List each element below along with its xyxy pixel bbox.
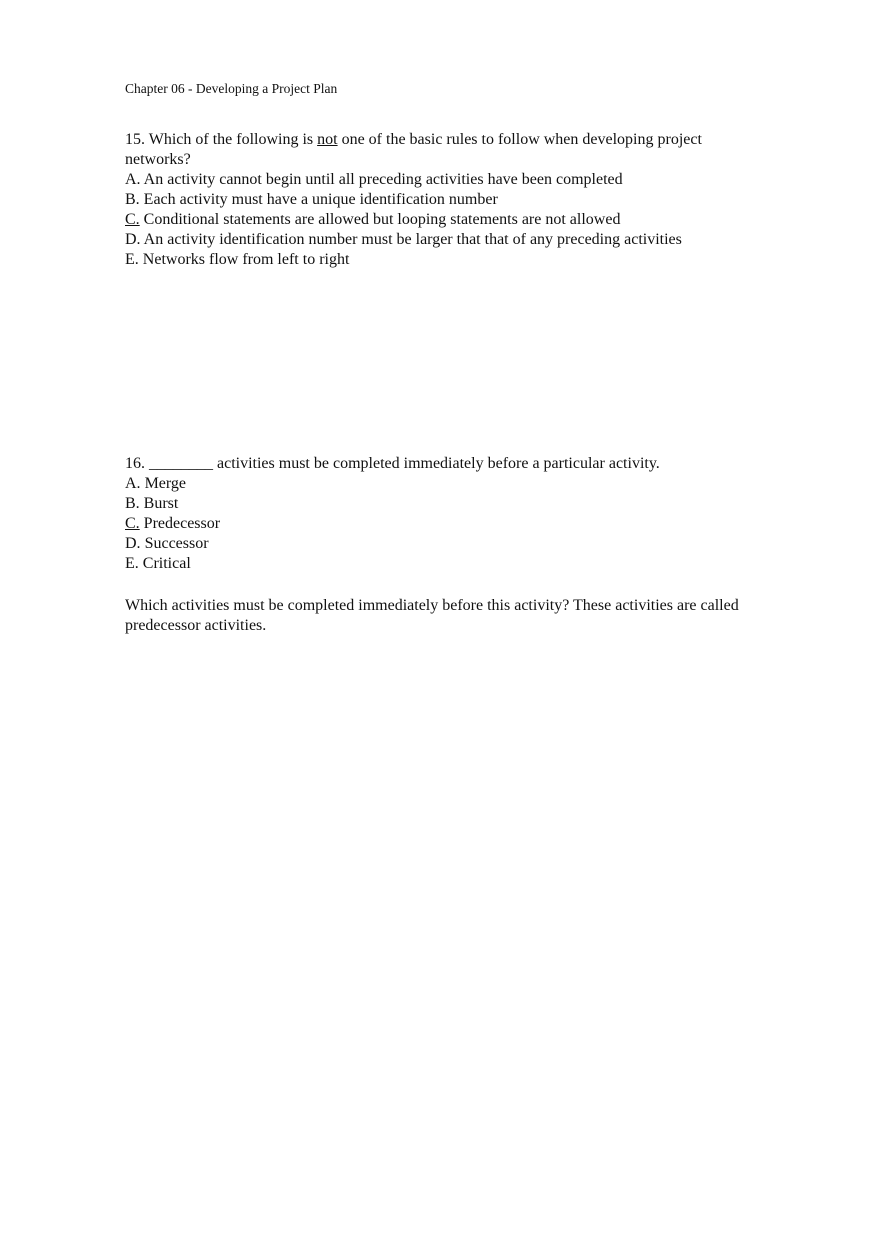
option-text: An activity identification number must be larger that that of any preceding activities (140, 231, 682, 248)
correct-option-letter: C. (125, 211, 140, 228)
question-15-stem-end: one of the basic rules to follow when developing project networks? (125, 131, 702, 168)
question-16-option-b (125, 494, 765, 514)
question-15-option-d (125, 230, 765, 250)
question-15-stem-start: 15. Which of the following is (125, 131, 318, 148)
question-16-explanation: Which activities must be completed immediately before this activity? These activities are called predecessor activities. (125, 597, 739, 634)
question-15-option-c-correct (125, 210, 765, 230)
question-16 (125, 454, 765, 574)
question-15-option-b (125, 190, 765, 210)
question-16-option-e (125, 554, 765, 574)
question-15 (125, 130, 765, 270)
option-letter: E. (125, 251, 139, 268)
option-text: Networks flow from left to right (138, 251, 350, 268)
option-letter: A. (125, 475, 141, 492)
option-text: Merge (140, 475, 187, 492)
option-text: Each activity must have a unique identification number (139, 191, 498, 208)
option-text: Predecessor (139, 515, 221, 532)
question-15-emphasis: not (317, 131, 338, 148)
option-text: Successor (140, 535, 209, 552)
option-text: Conditional statements are allowed but looping statements are not allowed (139, 211, 621, 228)
option-letter: A. (125, 171, 141, 188)
question-15-stem (125, 130, 765, 170)
option-text: Critical (138, 555, 191, 572)
question-15-option-e (125, 250, 765, 270)
correct-option-letter: C. (125, 515, 140, 532)
option-letter: E. (125, 555, 139, 572)
option-letter: B. (125, 495, 140, 512)
question-16-option-d (125, 534, 765, 554)
option-letter: B. (125, 191, 140, 208)
question-16-stem: 16. ________ activities must be completed immediately before a particular activity. (125, 455, 660, 472)
question-15-option-a (125, 170, 765, 190)
question-16-option-a (125, 474, 765, 494)
option-letter: D. (125, 231, 141, 248)
question-16-option-c-correct (125, 514, 765, 534)
option-letter: D. (125, 535, 141, 552)
option-text: An activity cannot begin until all preceding activities have been completed (140, 171, 623, 188)
chapter-header: Chapter 06 - Developing a Project Plan (125, 81, 338, 96)
option-text: Burst (139, 495, 179, 512)
